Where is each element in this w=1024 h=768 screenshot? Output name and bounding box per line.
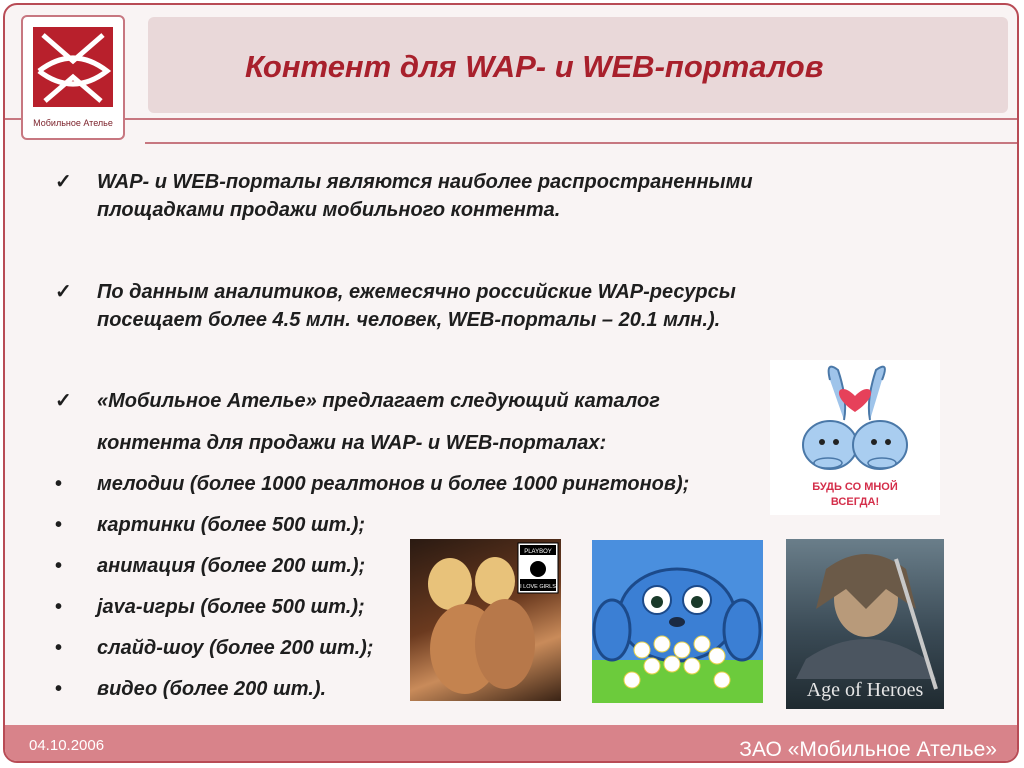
bunnies-caption-line1: БУДЬ СО МНОЙ bbox=[812, 481, 898, 493]
catalog-item-text: мелодии (более 1000 реалтонов и более 1000 рингтонов); bbox=[97, 473, 690, 495]
bullet-item bbox=[55, 168, 775, 224]
game-title: Age of Heroes bbox=[806, 679, 924, 701]
photo-image bbox=[410, 539, 561, 701]
catalog-intro-text: контента для продажи на WAP- и WEB-порталах: bbox=[97, 432, 607, 454]
catalog-item-text: картинки (более 500 шт.); bbox=[97, 514, 366, 536]
footer-company: ЗАО «Мобильное Ателье» bbox=[739, 738, 997, 761]
game-cover-image bbox=[786, 539, 944, 709]
photo-shapes bbox=[410, 539, 561, 701]
bunnies-image bbox=[770, 360, 940, 515]
bullet-dot-icon: • bbox=[55, 596, 63, 618]
slide-frame bbox=[3, 3, 1019, 763]
checkmark-icon: ✓ bbox=[55, 171, 72, 193]
catalog-item-text: видео (более 200 шт.). bbox=[97, 678, 327, 700]
cartoon-shapes bbox=[592, 540, 763, 703]
catalog-item bbox=[55, 511, 775, 539]
bunnies-caption-line2: ВСЕГДА! bbox=[830, 496, 880, 508]
bullet-item bbox=[55, 278, 775, 334]
catalog-item-text: слайд-шоу (более 200 шт.); bbox=[97, 637, 374, 659]
bullet-dot-icon: • bbox=[55, 555, 63, 577]
bullet-text: По данным аналитиков, ежемесячно российские WAP-ресурсы посещает более 4.5 млн. человек, WEB-порталы – 20.1 млн.). bbox=[97, 281, 736, 331]
bullet-dot-icon: • bbox=[55, 514, 63, 536]
catalog-item-text: java-игры (более 500 шт.); bbox=[97, 596, 365, 618]
checkmark-icon: ✓ bbox=[55, 390, 72, 412]
bullet-dot-icon: • bbox=[55, 678, 63, 700]
bullet-text: «Мобильное Ателье» предлагает следующий каталог bbox=[97, 390, 660, 412]
catalog-item bbox=[55, 470, 775, 498]
cartoon-image bbox=[592, 540, 763, 703]
badge-bottom: I LOVE GIRLS bbox=[520, 584, 556, 590]
game-cover-shapes bbox=[786, 539, 944, 709]
bullet-dot-icon: • bbox=[55, 637, 63, 659]
checkmark-icon: ✓ bbox=[55, 281, 72, 303]
badge-top: PLAYBOY bbox=[524, 549, 552, 555]
bullet-item bbox=[55, 387, 775, 415]
footer-date: 04.10.2006 bbox=[29, 737, 105, 754]
logo-caption: Мобильное Ателье bbox=[33, 118, 113, 128]
bullet-text: WAP- и WEB-порталы являются наиболее распространенными площадками продажи мобильного контента. bbox=[97, 171, 753, 221]
bunnies-illustration bbox=[770, 360, 940, 515]
bullet-dot-icon: • bbox=[55, 473, 63, 495]
catalog-item-text: анимация (более 200 шт.); bbox=[97, 555, 366, 577]
catalog-intro bbox=[55, 429, 775, 457]
page-title: Контент для WAP- и WEB-порталов bbox=[245, 49, 824, 84]
